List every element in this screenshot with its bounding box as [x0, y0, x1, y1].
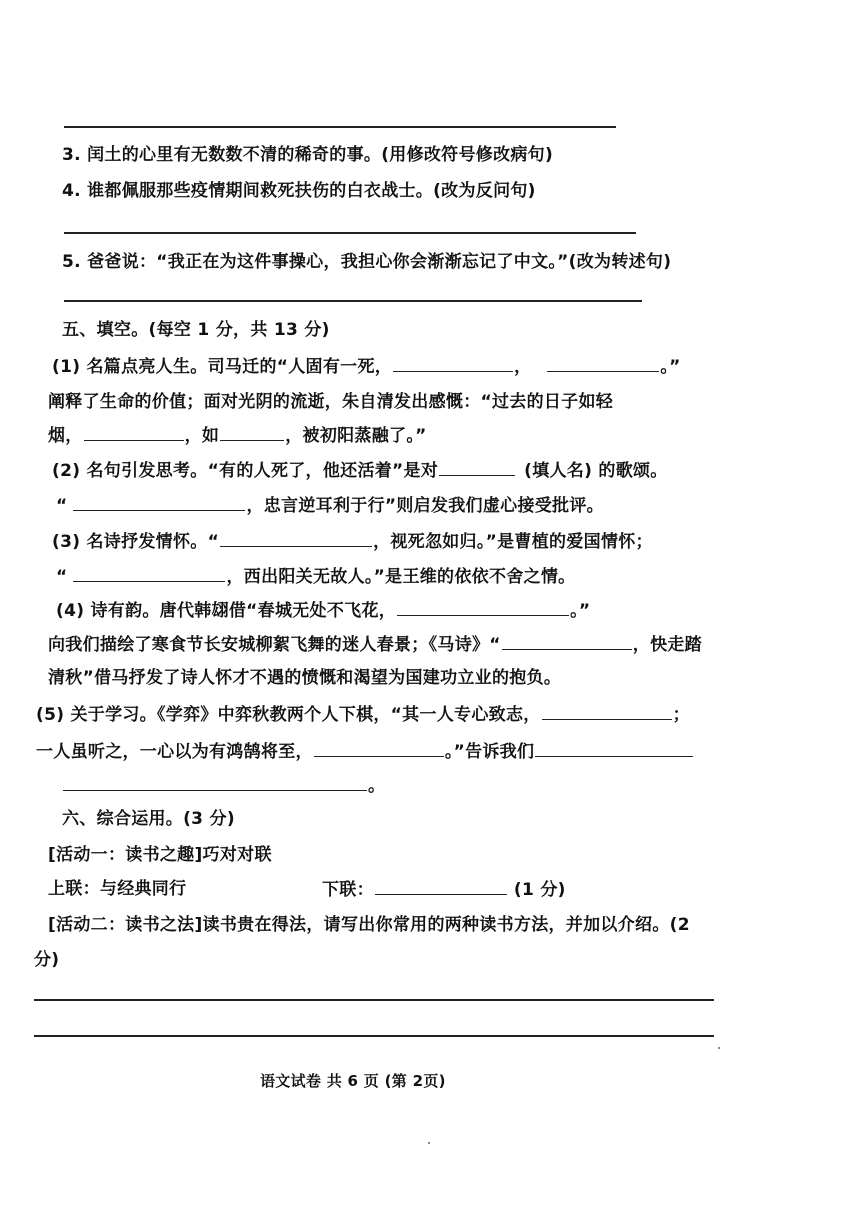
blank[interactable]	[439, 459, 515, 476]
blank[interactable]	[542, 703, 672, 720]
text: ，西出阳关无故人。”是王维的依依不舍之情。	[226, 567, 576, 587]
text: ，	[514, 357, 532, 377]
text: 。	[368, 776, 386, 796]
blank[interactable]	[547, 355, 659, 372]
fill-line-1b: 阐释了生命的价值；面对光阴的流逝，朱自清发出感慨：“过去的日子如轻	[48, 392, 614, 412]
blank[interactable]	[393, 355, 513, 372]
activity-2: [活动二：读书之法]读书贵在得法，请写出你常用的两种读书方法，并加以介绍。(2	[48, 915, 690, 935]
activity-1: [活动一：读书之趣]巧对对联	[48, 845, 272, 865]
text: 。”	[570, 601, 591, 621]
text: ，视死忽如归。”是曹植的爱国情怀；	[373, 532, 653, 552]
blank[interactable]	[220, 424, 284, 441]
blank[interactable]	[314, 740, 444, 757]
text: 烟，	[48, 426, 83, 446]
blank[interactable]	[84, 424, 184, 441]
activity-2-cont: 分)	[34, 950, 60, 970]
question-3: 3. 闰土的心里有无数数不清的稀奇的事。(用修改符号修改病句)	[62, 145, 554, 165]
fill-line-2b	[56, 494, 604, 517]
blank[interactable]	[375, 878, 507, 895]
text: 。”	[660, 357, 681, 377]
text: “	[56, 567, 68, 587]
text: ，忠言逆耳利于行”则启发我们虚心接受批评。	[246, 496, 604, 516]
couplet-lower	[322, 878, 566, 901]
page-footer: 语文试卷 共 6 页 (第 2页)	[260, 1072, 446, 1090]
question-5: 5. 爸爸说：“我正在为这件事操心，我担心你会渐渐忘记了中文。”(改为转述句)	[62, 252, 672, 272]
answer-line	[64, 232, 636, 234]
blank[interactable]	[220, 530, 372, 547]
fill-line-5a	[36, 703, 690, 726]
text: ，如	[184, 426, 220, 446]
blank[interactable]	[502, 633, 632, 650]
answer-line	[64, 300, 642, 302]
fill-line-2a	[52, 459, 668, 482]
blank[interactable]	[73, 565, 225, 582]
text: (1) 名篇点亮人生。司马迁的“人固有一死，	[52, 357, 393, 377]
text: ；	[672, 705, 690, 725]
text: (2) 名句引发思考。“有的人死了，他还活着”是对	[52, 461, 439, 481]
answer-line	[34, 999, 714, 1001]
fill-line-5b	[36, 740, 694, 763]
blank[interactable]	[397, 599, 569, 616]
text: 。”告诉我们	[444, 742, 535, 762]
fill-line-4c: 清秋”借马抒发了诗人怀才不遇的愤慨和渴望为国建功立业的抱负。	[48, 668, 562, 688]
question-4: 4. 谁都佩服那些疫情期间救死扶伤的白衣战士。(改为反问句)	[62, 181, 536, 201]
fill-line-4b	[48, 633, 702, 656]
text: (4) 诗有韵。唐代韩翃借“春城无处不飞花，	[56, 601, 397, 621]
text: 一人虽听之，一心以为有鸿鹄将至，	[36, 742, 313, 762]
fill-line-3a	[52, 530, 653, 553]
blank[interactable]	[73, 494, 245, 511]
fill-line-1c	[48, 424, 427, 447]
fill-line-1a	[52, 355, 681, 378]
text: 向我们描绘了寒食节长安城柳絮飞舞的迷人春景；《马诗》“	[48, 635, 501, 655]
section-5-title: 五、填空。(每空 1 分，共 13 分)	[62, 320, 330, 340]
text: (3) 名诗抒发情怀。“	[52, 532, 220, 552]
fill-line-5c	[62, 774, 385, 797]
blank[interactable]	[63, 774, 367, 791]
section-6-title: 六、综合运用。(3 分)	[62, 809, 235, 829]
answer-line	[64, 126, 616, 128]
text: (5) 关于学习。《学弈》中弈秋教两个人下棋，“其一人专心致志，	[36, 705, 541, 725]
fill-line-4a	[56, 599, 590, 622]
answer-line	[34, 1035, 714, 1037]
blank[interactable]	[535, 740, 693, 757]
text: ，快走踏	[632, 635, 702, 655]
text: ，被初阳蒸融了。”	[285, 426, 427, 446]
couplet-upper: 上联：与经典同行	[48, 879, 187, 899]
text: “	[56, 496, 68, 516]
text: 下联：	[322, 880, 374, 900]
speck	[428, 1142, 430, 1144]
text: (1 分)	[513, 880, 566, 900]
text: (填人名) 的歌颂。	[524, 461, 668, 481]
fill-line-3b	[56, 565, 575, 588]
speck	[718, 1047, 720, 1049]
